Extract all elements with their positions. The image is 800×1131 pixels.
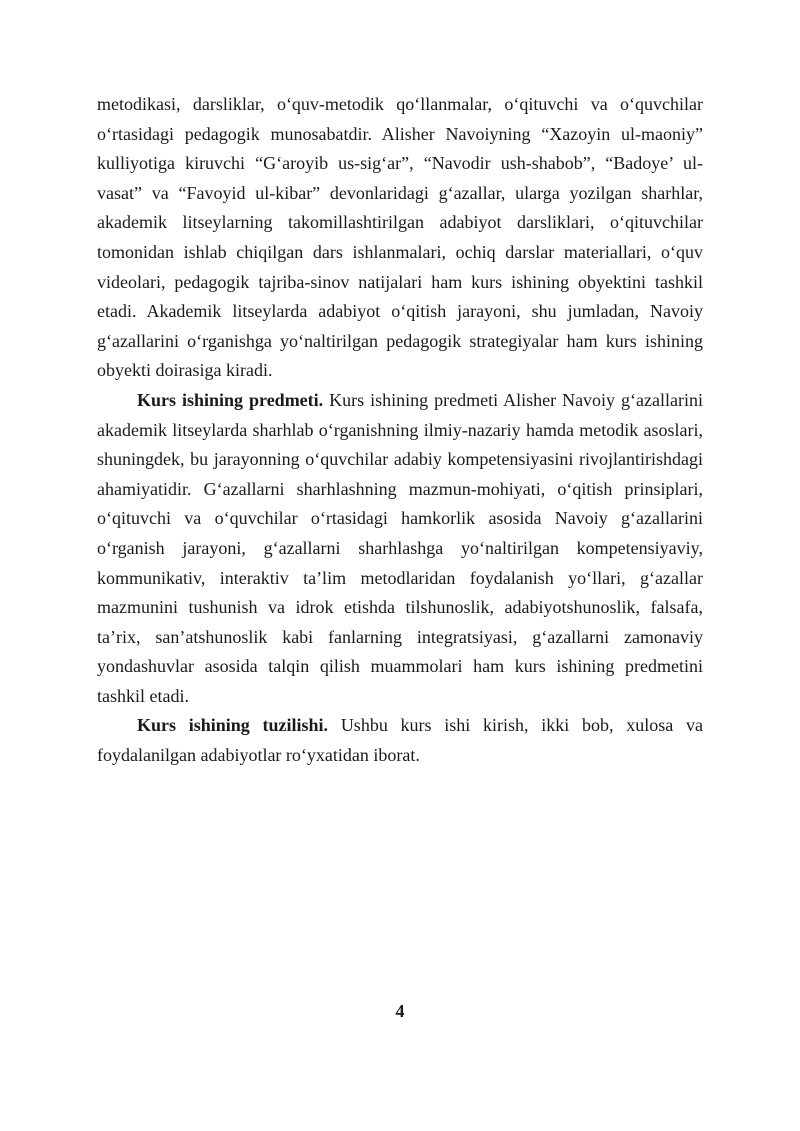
document-body (97, 90, 703, 771)
paragraph-text: Ushbu kurs ishi kirish, ikki bob, xulosa va foydalanilgan adabiyotlar ro‘yxatidan iborat. (97, 715, 704, 766)
paragraph-text: Kurs ishining predmeti Alisher Navoiy g‘azallarini akademik litseylarda sharhlab o‘rganishning ilmiy-nazariy hamda metodik asoslari, shuningdek, bu jarayonning o‘quvchilar adabiy kompetensiyasini rivojlantirishdagi ahamiyatidir. G‘azallarni sharhlashning mazmun-mohiyati, o‘qitish prinsiplari, o‘qituvchi va o‘quvchilar o‘rtasidagi hamkorlik asosida Navoiy g‘azallarini o‘rganish jarayoni, g‘azallarni sharhlashga yo‘naltirilgan kompetensiyaviy, kommunikativ, interaktiv ta’lim metodlaridan foydalanish yo‘llari, g‘azallar mazmunini tushunish va idrok etishda tilshunoslik, adabiyotshunoslik, falsafa, ta’rix, san’atshunoslik kabi fanlarning integratsiyasi, g‘azallarni zamonaviy yondashuvlar asosida talqin qilish muammolari ham kurs ishining predmetini tashkil etadi. (97, 389, 703, 706)
section-heading-structure: Kurs ishining tuzilishi. (137, 715, 329, 736)
section-heading-subject: Kurs ishining predmeti. (137, 389, 324, 410)
paragraph-object-continuation (97, 90, 703, 386)
paragraph-text: metodikasi, darsliklar, o‘quv-metodik qo‘llanmalar, o‘qituvchi va o‘quvchilar o‘rtasidagi pedagogik munosabatdir. Alisher Navoiyning “Xazoyin ul-maoniy” kulliyotiga kiruvchi “G‘aroyib us-sig‘ar”, “Navodir ush-shabob”, “Badoye’ ul-vasat” va “Favoyid ul-kibar” devonlaridagi g‘azallar, ularga yozilgan sharhlar, akademik litseylarning takomillashtirilgan adabiyot darsliklari, o‘qituvchilar tomonidan ishlab chiqilgan dars ishlanmalari, ochiq darslar materiallari, o‘quv videolari, pedagogik tajriba-sinov natijalari ham kurs ishining obyektini tashkil etadi. Akademik litseylarda adabiyot o‘qitish jarayoni, shu jumladan, Navoiy g‘azallarini o‘rganishga yo‘naltirilgan pedagogik strategiyalar ham kurs ishining obyekti doirasiga kiradi. (97, 94, 703, 381)
page-number: 4 (395, 1001, 405, 1021)
paragraph-structure (97, 711, 703, 770)
paragraph-subject (97, 386, 703, 712)
